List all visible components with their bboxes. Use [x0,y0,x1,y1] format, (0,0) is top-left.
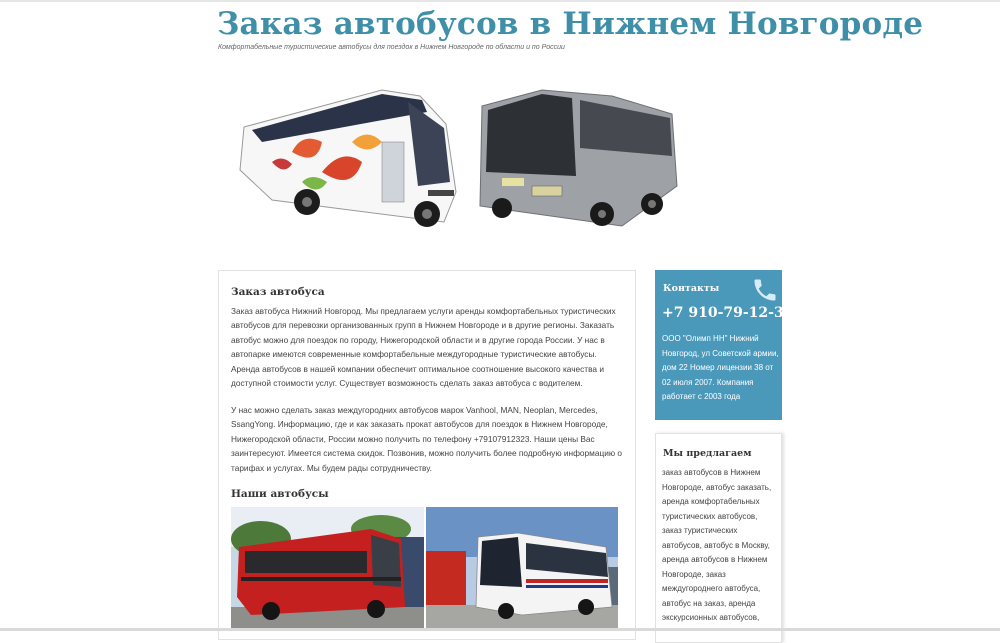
offer-keywords: заказ автобусов в Нижнем Новгороде, автобус заказать, аренда комфортабельных туристических автобусов, заказ туристических автобусов, автобус в Москву, аренда автобусов в Нижнем Новгороде, заказ междугороднего автобуса, автобус на заказ, аренда экскурсионных автобусов, [662,468,772,622]
intro-paragraph: Заказ автобуса Нижний Новгород. Мы предлагаем услуги аренды комфортабельных туристических автобусов для перевозки организованных групп в Нижнем Новгороде и в другие регионы. Заказать автобус можно для поездок по городу, Нижегородской области и в другие города России. У нас в автопарке имеются современные комфортабельные междугородные туристические автобусы. Аренда автобусов в нашей компании обеспечит оптимальное соотношение высокого качества и доступной стоимости услуг. Существует возможность сделать заказ автобуса с водителем. [231,306,616,389]
top-border [0,0,1000,2]
section-title-our-buses: Наши автобусы [231,488,329,500]
contacts-widget [655,270,804,420]
contact-phone[interactable]: +7 910-79-12-323 [662,305,804,321]
white-bus-photo[interactable] [426,507,618,631]
white-bus-image [232,82,462,237]
offer-title: Мы предлагаем [663,448,752,459]
site-tagline: Комфортабельные туристические автобусы для поездок в Нижнем Новгороде по области и по России [218,44,565,51]
site-title[interactable]: Заказ автобусов в Нижнем Новгороде [217,6,924,42]
section-title-bus-order: Заказ автобуса [231,286,325,298]
contacts-title: Контакты [663,283,720,294]
main-content [218,270,636,640]
silver-bus-image [472,86,682,231]
red-bus-photo[interactable] [231,507,424,631]
company-info: ООО "Олимп НН" Нижний Новгород, ул Советской армии, дом 22 Номер лицензии 38 от 02 июля 2007. Компания работает с 2003 года [662,334,779,401]
phone-icon [751,276,779,304]
offer-widget [655,433,782,643]
brands-paragraph: У нас можно сделать заказ междугородних автобусов марок Vanhool, MAN, Neoplan, Mercedes, SsangYong. Информацию, где и как заказать прокат автобусов для поездок в Нижнем Новгороде, Нижегородской области, России можно получить по телефону +79107912323. Наши цены Вас заинтересуют. Имеется система скидок. Позвонив, можно получить более подробную информацию о тарифах и услугах. Мы будем рады сотрудничеству. [231,405,622,473]
header-bus-images [232,82,692,242]
